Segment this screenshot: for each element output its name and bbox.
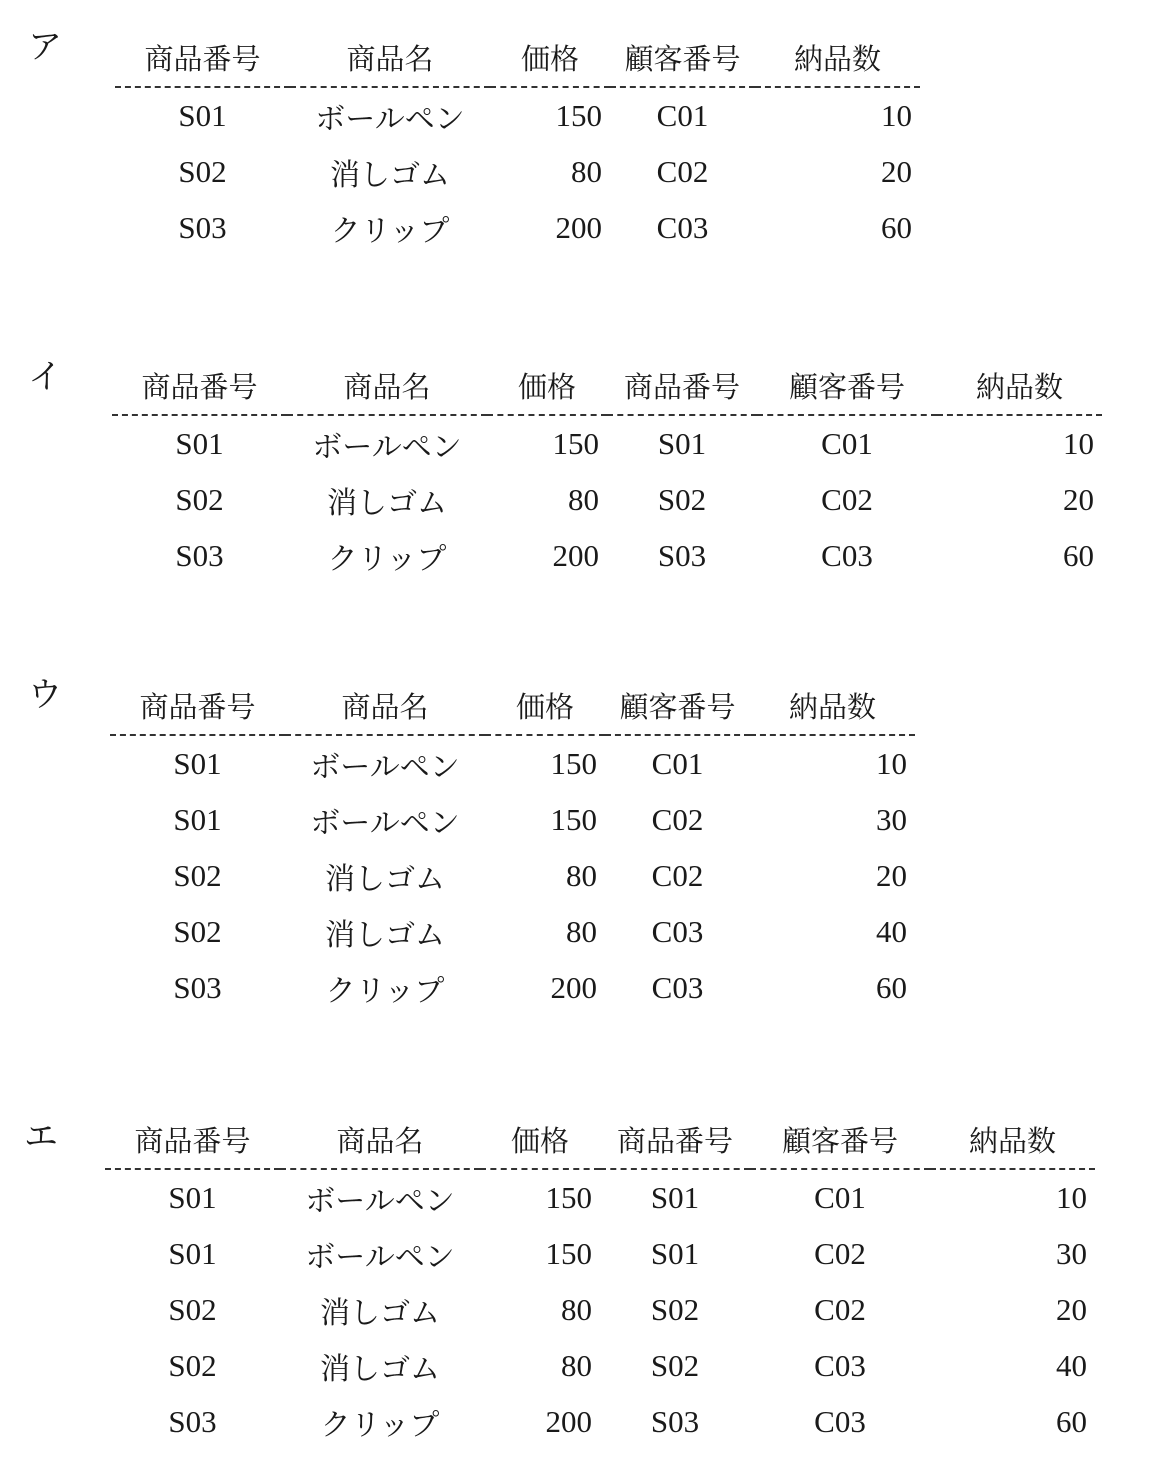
table-cell: S03 xyxy=(173,970,222,1005)
table-cell: 20 xyxy=(1063,482,1094,517)
table-cell: S03 xyxy=(175,538,224,573)
table-cell: C03 xyxy=(651,970,704,1005)
table-cell: ボールペン xyxy=(305,1240,455,1275)
table-cell: C03 xyxy=(656,210,709,245)
table-cell: C03 xyxy=(814,1404,866,1439)
table-cell: 40 xyxy=(1056,1348,1087,1383)
table-cell: S02 xyxy=(168,1348,217,1383)
table-cell: 消しゴム xyxy=(327,486,447,521)
table-cell: C02 xyxy=(814,1236,866,1271)
header-cell: 商品番号 xyxy=(110,680,285,736)
table-cell: S03 xyxy=(650,1404,700,1439)
table-cell: 10 xyxy=(876,746,907,781)
table-cell: 10 xyxy=(881,98,912,133)
header-cell: 商品名 xyxy=(290,32,490,88)
option-label-e: エ xyxy=(24,1117,58,1157)
header-cell: 納品数 xyxy=(750,680,915,736)
table-cell: C01 xyxy=(656,98,709,133)
table-cell: ボールペン xyxy=(310,750,460,785)
table-cell: C03 xyxy=(821,538,873,573)
header-cell: 価格 xyxy=(487,360,607,416)
table-cell: 20 xyxy=(881,154,912,189)
table-cell: クリップ xyxy=(325,974,445,1009)
header-cell: 商品名 xyxy=(285,680,485,736)
table-cell: S01 xyxy=(168,1236,217,1271)
header-cell: 商品番号 xyxy=(607,360,757,416)
table-cell: ボールペン xyxy=(312,430,462,465)
table-cell: 150 xyxy=(550,746,597,781)
header-cell: 商品番号 xyxy=(600,1114,750,1170)
table-cell: S01 xyxy=(657,426,707,461)
table-cell: ボールペン xyxy=(305,1184,455,1219)
table-cell: S02 xyxy=(650,1348,700,1383)
table-option-i xyxy=(112,360,1102,584)
option-label-i: イ xyxy=(28,357,62,397)
table-option-e xyxy=(105,1114,1095,1450)
table-cell: C02 xyxy=(651,802,704,837)
table-cell: C03 xyxy=(814,1348,866,1383)
table-cell: 80 xyxy=(571,154,602,189)
table-cell: 10 xyxy=(1063,426,1094,461)
table-cell: S01 xyxy=(650,1236,700,1271)
table-cell: 80 xyxy=(561,1292,592,1327)
table-cell: 消しゴム xyxy=(330,158,450,193)
option-label-u: ウ xyxy=(28,675,62,715)
table-cell: 150 xyxy=(555,98,602,133)
header-cell: 納品数 xyxy=(930,1114,1095,1170)
header-cell: 顧客番号 xyxy=(610,32,755,88)
table-cell: 80 xyxy=(561,1348,592,1383)
table-cell: C01 xyxy=(821,426,873,461)
header-cell: 価格 xyxy=(490,32,610,88)
table-cell: S01 xyxy=(173,746,222,781)
table-cell: クリップ xyxy=(330,214,450,249)
header-cell: 商品番号 xyxy=(112,360,287,416)
header-cell: 価格 xyxy=(485,680,605,736)
table-cell: C02 xyxy=(651,858,704,893)
table-cell: C01 xyxy=(651,746,704,781)
header-cell: 商品番号 xyxy=(115,32,290,88)
table-cell: C02 xyxy=(821,482,873,517)
table-cell: 200 xyxy=(555,210,602,245)
table-cell: C01 xyxy=(814,1180,866,1215)
table-cell: ボールペン xyxy=(310,806,460,841)
table-cell: 150 xyxy=(552,426,599,461)
table-cell: S02 xyxy=(173,858,222,893)
table-cell: S02 xyxy=(168,1292,217,1327)
header-cell: 顧客番号 xyxy=(757,360,937,416)
table-cell: S01 xyxy=(173,802,222,837)
table-cell: S03 xyxy=(657,538,707,573)
table-cell: 10 xyxy=(1056,1180,1087,1215)
table-cell: 80 xyxy=(566,914,597,949)
table-cell: クリップ xyxy=(320,1408,440,1443)
option-label-a: ア xyxy=(28,27,62,67)
table-cell: 60 xyxy=(876,970,907,1005)
header-cell: 顧客番号 xyxy=(605,680,750,736)
table-cell: 20 xyxy=(1056,1292,1087,1327)
header-cell: 納品数 xyxy=(937,360,1102,416)
table-cell: S01 xyxy=(175,426,224,461)
table-cell: 消しゴム xyxy=(325,918,445,953)
table-cell: 消しゴム xyxy=(320,1296,440,1331)
table-cell: C02 xyxy=(656,154,709,189)
table-cell: 消しゴム xyxy=(325,862,445,897)
table-cell: S01 xyxy=(178,98,227,133)
table-cell: 60 xyxy=(881,210,912,245)
header-cell: 価格 xyxy=(480,1114,600,1170)
header-cell: 商品名 xyxy=(287,360,487,416)
table-cell: 20 xyxy=(876,858,907,893)
table-cell: S01 xyxy=(168,1180,217,1215)
header-cell: 商品番号 xyxy=(105,1114,280,1170)
table-cell: 消しゴム xyxy=(320,1352,440,1387)
table-cell: C03 xyxy=(651,914,704,949)
table-cell: S02 xyxy=(173,914,222,949)
table-cell: S03 xyxy=(168,1404,217,1439)
table-option-u xyxy=(110,680,915,1016)
table-cell: S02 xyxy=(650,1292,700,1327)
table-cell: 200 xyxy=(545,1404,592,1439)
table-cell: 40 xyxy=(876,914,907,949)
table-cell: 60 xyxy=(1063,538,1094,573)
table-cell: S02 xyxy=(178,154,227,189)
table-cell: 150 xyxy=(550,802,597,837)
table-cell: 80 xyxy=(568,482,599,517)
table-cell: ボールペン xyxy=(315,102,465,137)
header-cell: 納品数 xyxy=(755,32,920,88)
table-cell: 150 xyxy=(545,1180,592,1215)
table-cell: S01 xyxy=(650,1180,700,1215)
table-cell: S03 xyxy=(178,210,227,245)
table-cell: S02 xyxy=(657,482,707,517)
table-cell: 30 xyxy=(876,802,907,837)
table-option-a xyxy=(115,32,920,256)
table-cell: 200 xyxy=(552,538,599,573)
table-cell: S02 xyxy=(175,482,224,517)
header-cell: 商品名 xyxy=(280,1114,480,1170)
table-cell: クリップ xyxy=(327,542,447,577)
table-cell: 80 xyxy=(566,858,597,893)
table-cell: 150 xyxy=(545,1236,592,1271)
table-cell: C02 xyxy=(814,1292,866,1327)
table-cell: 200 xyxy=(550,970,597,1005)
table-cell: 30 xyxy=(1056,1236,1087,1271)
table-cell: 60 xyxy=(1056,1404,1087,1439)
header-cell: 顧客番号 xyxy=(750,1114,930,1170)
